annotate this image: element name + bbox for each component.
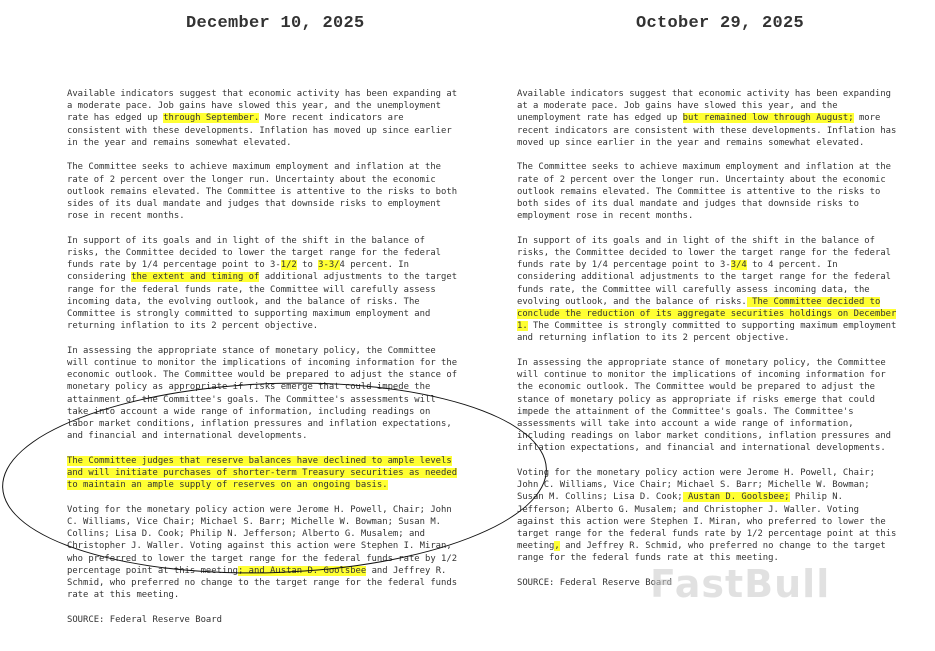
text-segment: funds rate by 1/4 percentage point to 3- [67, 260, 281, 271]
text-segment: funds rate by 1/4 percentage point to 3- [517, 260, 731, 271]
text-segment: rate at this meeting. [67, 590, 180, 601]
text-line [67, 467, 497, 479]
text-line [517, 100, 929, 112]
text-segment: both sides of its dual mandate and judges that downside risks to [517, 199, 859, 210]
text-segment: and returning inflation to its 2 percent objective. [517, 333, 790, 344]
highlighted-change: The Committee judges that reserve balances have declined to ample levels [67, 455, 452, 466]
text-line [67, 125, 497, 137]
text-line [67, 320, 497, 332]
statement-dec-10-column [67, 88, 497, 638]
text-line [517, 320, 929, 332]
text-line [67, 161, 497, 173]
text-segment: target range for the federal funds rate by 1/2 percentage point at this [517, 529, 897, 540]
statement-paragraph [67, 161, 497, 222]
text-segment: rose in recent months. [67, 211, 185, 222]
text-line [67, 296, 497, 308]
statement-paragraph [67, 88, 497, 149]
text-line [517, 430, 929, 442]
text-segment: who preferred to lower the target range for the federal funds rate by 1/2 [67, 553, 458, 564]
text-segment: meeting [517, 541, 555, 552]
text-segment: considering additional adjustments to the target range for the federal [517, 272, 892, 283]
text-segment: John C. Williams, Vice Chair; Michael S. Barr; Michelle W. Bowman; [517, 480, 870, 491]
text-line [517, 369, 929, 381]
text-line [67, 247, 497, 259]
highlighted-change: through September. [163, 113, 260, 124]
highlighted-change: , [554, 541, 560, 552]
text-line [517, 125, 929, 137]
text-segment: In support of its goals and in light of the shift in the balance of [67, 235, 425, 246]
text-line [67, 565, 497, 577]
text-segment: to [296, 260, 319, 271]
highlighted-change: 1. [517, 321, 528, 332]
text-segment: sides of its dual mandate and judges that downside risks to employment [67, 199, 442, 210]
text-line [517, 186, 929, 198]
text-line [67, 455, 497, 467]
text-segment: SOURCE: Federal Reserve Board [517, 578, 672, 589]
highlighted-change: but remained low through August; [682, 113, 854, 124]
text-segment: risks, the Committee decided to lower the target range for the federal [517, 248, 892, 259]
text-line [517, 467, 929, 479]
text-line [517, 235, 929, 247]
text-line [517, 516, 929, 528]
text-line [67, 198, 497, 210]
text-line [67, 357, 497, 369]
text-line [67, 369, 497, 381]
text-segment: and Jeffrey R. [366, 565, 447, 576]
text-line [517, 528, 929, 540]
text-line [517, 308, 929, 320]
highlighted-change: the extent and timing of [131, 272, 260, 283]
text-segment: Voting for the monetary policy action were Jerome H. Powell, Chair; John [67, 504, 452, 515]
text-line [517, 418, 929, 430]
text-segment: employment rose in recent months. [517, 211, 694, 222]
text-segment: the economic outlook. The Committee would be prepared to adjust the [517, 382, 875, 393]
text-segment: more [853, 113, 881, 124]
text-segment: assessments will take into account a wide range of information, [517, 419, 854, 430]
text-segment: Jefferson; Alberto G. Musalem; and Christopher J. Waller. Voting [517, 504, 859, 515]
highlighted-change: and will initiate purchases of shorter-term Treasury securities as needed [67, 468, 458, 479]
text-segment: evolving outlook, and the balance of risks. [517, 296, 747, 307]
text-line [517, 406, 929, 418]
text-line [517, 491, 929, 503]
text-segment: outlook remains elevated. The Committee is attentive to the risks to both [67, 186, 458, 197]
text-line [517, 540, 929, 552]
statement-paragraph [67, 455, 497, 492]
text-line [517, 442, 929, 454]
text-segment: to 4 percent. In [746, 260, 838, 271]
text-segment: The Committee seeks to achieve maximum employment and inflation at the [67, 162, 442, 173]
text-segment: economic outlook. The Committee would be prepared to adjust the stance of [67, 370, 458, 381]
text-segment: In assessing the appropriate stance of monetary policy, the Committee [517, 358, 886, 369]
text-line [67, 112, 497, 124]
highlighted-change: Austan D. Goolsbee; [682, 492, 790, 503]
text-line [67, 553, 497, 565]
text-line [517, 174, 929, 186]
text-line [67, 284, 497, 296]
text-line [67, 589, 497, 601]
text-segment: against this action were Stephen I. Miran, who preferred to lower the [517, 516, 886, 527]
text-segment: SOURCE: Federal Reserve Board [67, 614, 222, 625]
text-line [67, 577, 497, 589]
text-line [67, 528, 497, 540]
text-line [67, 88, 497, 100]
text-segment: range for the federal funds rate, the Committee will carefully assess [67, 284, 436, 295]
text-segment: a moderate pace. Job gains have slowed this year, and the unemployment [67, 101, 442, 112]
statement-paragraph [67, 614, 497, 626]
text-segment: Christopher J. Waller. Voting against this action were Stephen I. Miran, [67, 541, 452, 552]
text-line [517, 504, 929, 516]
text-line [517, 210, 929, 222]
text-segment: 4 percent. In [339, 260, 409, 271]
text-segment: unemployment rate has edged up [517, 113, 683, 124]
text-line [67, 479, 497, 491]
text-segment: funds rate, the Committee will carefully assess incoming data, the [517, 284, 870, 295]
text-line [517, 381, 929, 393]
text-line [67, 174, 497, 186]
text-segment: impede the attainment of the Committee's goals. The Committee's [517, 406, 854, 417]
text-segment: Collins; Lisa D. Cook; Philip N. Jefferson; Alberto G. Musalem; and [67, 529, 425, 540]
text-segment: and financial and international developments. [67, 431, 308, 442]
statement-paragraph [67, 504, 497, 602]
text-segment: and Jeffrey R. Schmid, who preferred no change to the target [559, 541, 886, 552]
text-segment: at a moderate pace. Job gains have slowed this year, and the [517, 101, 838, 112]
text-segment: More recent indicators are [259, 113, 404, 124]
highlighted-change: conclude the reduction of its aggregate securities holdings on December [517, 309, 897, 320]
text-line [67, 394, 497, 406]
text-segment: Schmid, who preferred no change to the target range for the federal funds [67, 578, 458, 589]
statement-paragraph [517, 467, 929, 565]
text-line [67, 614, 497, 626]
text-line [67, 137, 497, 149]
text-segment: Susan M. Collins; Lisa D. Cook; [517, 492, 683, 503]
statement-oct-29-column [517, 88, 929, 602]
statement-paragraph [67, 235, 497, 333]
text-line [517, 479, 929, 491]
text-line [67, 345, 497, 357]
text-line [67, 100, 497, 112]
highlighted-change: 3/4 [730, 260, 747, 271]
highlighted-change: to maintain an ample supply of reserves on an ongoing basis. [67, 480, 388, 491]
text-line [67, 504, 497, 516]
text-line [517, 296, 929, 308]
text-line [517, 247, 929, 259]
text-line [517, 271, 929, 283]
text-segment: will continue to monitor the implications of incoming information for the [67, 358, 458, 369]
text-segment: Philip N. [789, 492, 843, 503]
highlighted-change: 1/2 [280, 260, 297, 271]
text-segment: risks, the Committee decided to lower the target range for the federal [67, 248, 442, 259]
text-segment: considering [67, 272, 132, 283]
text-segment: In assessing the appropriate stance of monetary policy, the Committee [67, 345, 436, 356]
text-segment: inflation expectations, and financial and international developments. [517, 443, 886, 454]
text-segment: incoming data, the evolving outlook, and the balance of risks. The [67, 296, 420, 307]
right-column-date-heading: October 29, 2025 [636, 14, 805, 33]
text-segment: C. Williams, Vice Chair; Michael S. Barr; Michelle W. Bowman; Susan M. [67, 517, 442, 528]
highlighted-change: ; and Austan D. Goolsbee [237, 565, 367, 576]
text-line [67, 308, 497, 320]
text-segment: stance of monetary policy as appropriate if risks emerge that could [517, 394, 875, 405]
text-line [517, 357, 929, 369]
text-line [517, 284, 929, 296]
text-line [67, 235, 497, 247]
text-segment: returning inflation to its 2 percent objective. [67, 321, 319, 332]
text-segment: attainment of the Committee's goals. The Committee's assessments will [67, 394, 436, 405]
text-line [67, 210, 497, 222]
text-line [67, 516, 497, 528]
text-line [517, 137, 929, 149]
text-segment: additional adjustments to the target [259, 272, 458, 283]
text-segment: labor market conditions, inflation pressures and inflation expectations, [67, 419, 452, 430]
text-line [517, 332, 929, 344]
fastbull-watermark: FastBull [650, 562, 831, 606]
text-segment: rate of 2 percent over the longer run. Uncertainty about the economic [67, 174, 436, 185]
text-segment: including readings on labor market conditions, inflation pressures and [517, 431, 892, 442]
text-segment: Voting for the monetary policy action were Jerome H. Powell, Chair; [517, 468, 875, 479]
text-segment: rate of 2 percent over the longer run. Uncertainty about the economic [517, 174, 886, 185]
statement-paragraph [517, 235, 929, 345]
text-line [517, 394, 929, 406]
text-segment: in the year and remains somewhat elevated. [67, 137, 292, 148]
text-line [67, 406, 497, 418]
statement-paragraph [67, 345, 497, 443]
text-segment: percentage point at this meeting [67, 565, 238, 576]
text-line [67, 186, 497, 198]
text-segment: consistent with these developments. Inflation has moved up since earlier [67, 125, 452, 136]
text-segment: moved up since earlier in the year and remains somewhat elevated. [517, 137, 865, 148]
text-segment: recent indicators are consistent with these developments. Inflation has [517, 125, 897, 136]
statement-paragraph [517, 357, 929, 455]
text-line [517, 259, 929, 271]
text-segment: The Committee seeks to achieve maximum employment and inflation at the [517, 162, 892, 173]
text-segment: range for the federal funds rate at this meeting. [517, 553, 779, 564]
highlighted-change: The Committee decided to [746, 296, 881, 307]
statement-paragraph [517, 88, 929, 149]
text-segment: Available indicators suggest that economic activity has been expanding [517, 89, 892, 99]
text-line [517, 161, 929, 173]
text-line [517, 112, 929, 124]
text-segment: will continue to monitor the implications of incoming information for [517, 370, 886, 381]
text-line [67, 381, 497, 393]
statement-paragraph [517, 161, 929, 222]
text-segment: Committee is strongly committed to supporting maximum employment and [67, 309, 431, 320]
text-segment: In support of its goals and in light of the shift in the balance of [517, 235, 875, 246]
text-segment: monetary policy as appropriate if risks emerge that could impede the [67, 382, 431, 393]
text-line [67, 418, 497, 430]
left-column-date-heading: December 10, 2025 [186, 14, 365, 33]
text-line [67, 540, 497, 552]
text-line [517, 88, 929, 100]
text-segment: rate has edged up [67, 113, 164, 124]
text-segment: outlook remains elevated. The Committee is attentive to the risks to [517, 186, 881, 197]
highlighted-change: 3-3/ [318, 260, 340, 271]
text-line [67, 430, 497, 442]
text-segment: The Committee is strongly committed to supporting maximum employment [527, 321, 897, 332]
text-line [67, 259, 497, 271]
text-line [67, 271, 497, 283]
text-segment: Available indicators suggest that economic activity has been expanding at [67, 89, 458, 99]
text-line [517, 198, 929, 210]
text-segment: take into account a wide range of information, including readings on [67, 406, 431, 417]
